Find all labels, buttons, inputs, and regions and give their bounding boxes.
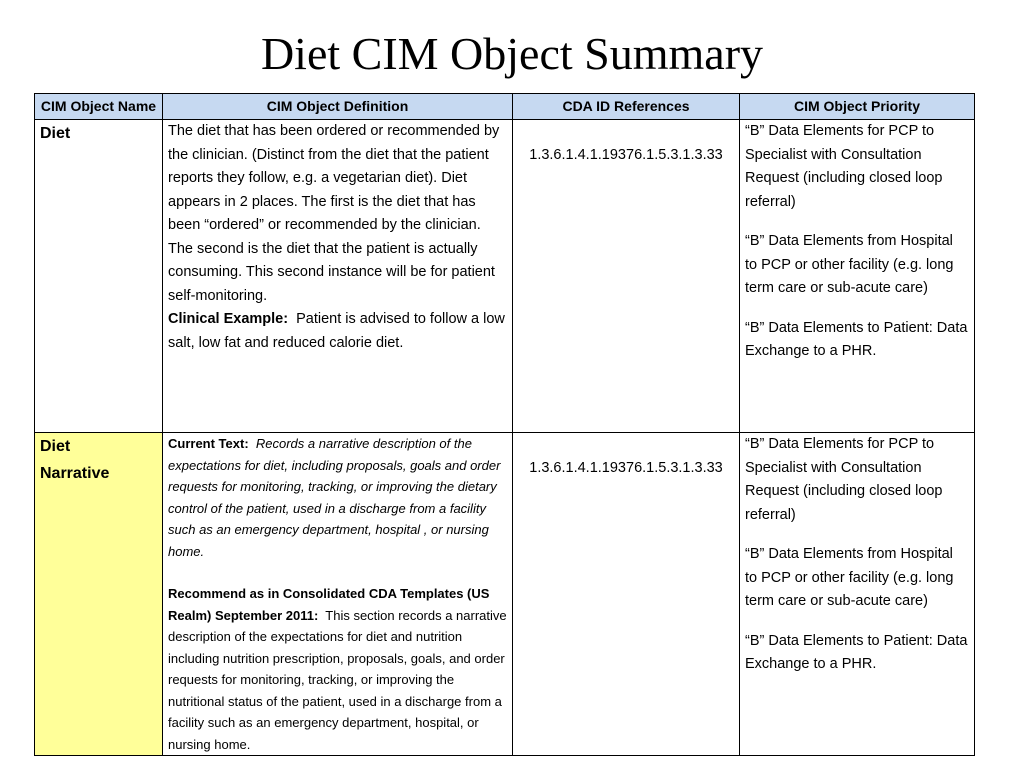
priority-cell [740,433,975,756]
current-text-label: Current Text: [168,436,249,451]
object-name-line2: Narrative [40,465,110,482]
object-name-cell [35,433,163,756]
cda-id-value: 1.3.6.1.4.1.19376.1.5.3.1.3.33 [529,460,723,476]
clinical-example-label: Clinical Example: [168,311,289,327]
table-header-row [35,94,975,120]
cda-id-cell [513,120,740,433]
recommend-label: Recommend as in Consolidated CDA Templates (US Realm) September 2011: [168,586,490,623]
header-cda-id-references: CDA ID References [513,94,740,120]
object-name: Diet [40,438,71,455]
slide-title: Diet CIM Object Summary [260,28,764,79]
header-cim-object-name: CIM Object Name [35,94,163,120]
definition-cell [163,120,513,433]
priority-item: “B” Data Elements for PCP to Specialist with Consultation Request (including closed loop referral) [745,123,943,210]
header-cim-object-priority: CIM Object Priority [740,94,975,120]
priority-item: “B” Data Elements to Patient: Data Exchange to a PHR. [745,319,968,359]
table-row-diet [35,120,975,433]
priority-item: “B” Data Elements to Patient: Data Exchange to a PHR. [745,632,968,672]
object-name-cell [35,120,163,433]
priority-item: “B” Data Elements from Hospital to PCP or other facility (e.g. long term care or sub-acute care) [745,233,954,296]
cim-summary-table [34,93,975,756]
current-text-body: Records a narrative description of the expectations for diet, including proposals, goals and order requests for monitoring, tracking, or improving the dietary control of the patient, used in a discharge from a facility such as an emergency department, hospital , or nursing home. [168,436,505,559]
cda-id-value: 1.3.6.1.4.1.19376.1.5.3.1.3.33 [529,147,723,163]
cda-id-cell [513,433,740,756]
priority-item: “B” Data Elements from Hospital to PCP or other facility (e.g. long term care or sub-acute care) [745,546,954,609]
clinical-example-text: Patient is advised to follow a low salt, low fat and reduced calorie diet. [168,311,509,351]
header-cim-object-definition: CIM Object Definition [163,94,513,120]
recommend-text: This section records a narrative description of the expectations for diet and nutrition including nutrition prescription, proposals, goals, and order requests for monitoring, tracking, or improving the nutritional status of the patient, used in a discharge from a facility such as an emergency department, hospital, or nursing home. [168,607,511,752]
object-name: Diet [40,125,71,142]
definition-text: The diet that has been ordered or recommended by the clinician. (Distinct from the diet that the patient reports they follow, e.g. a vegetarian diet). Diet appears in 2 places. The first is the diet that has been “ordered” or recommended by the clinician. The second is the diet that the patient is actually consuming. This second instance will be for patient self-monitoring. [168,123,500,304]
priority-item: “B” Data Elements for PCP to Specialist with Consultation Request (including closed loop referral) [745,436,943,523]
table-row-diet-narrative [35,433,975,756]
priority-cell [740,120,975,433]
definition-cell [163,433,513,756]
